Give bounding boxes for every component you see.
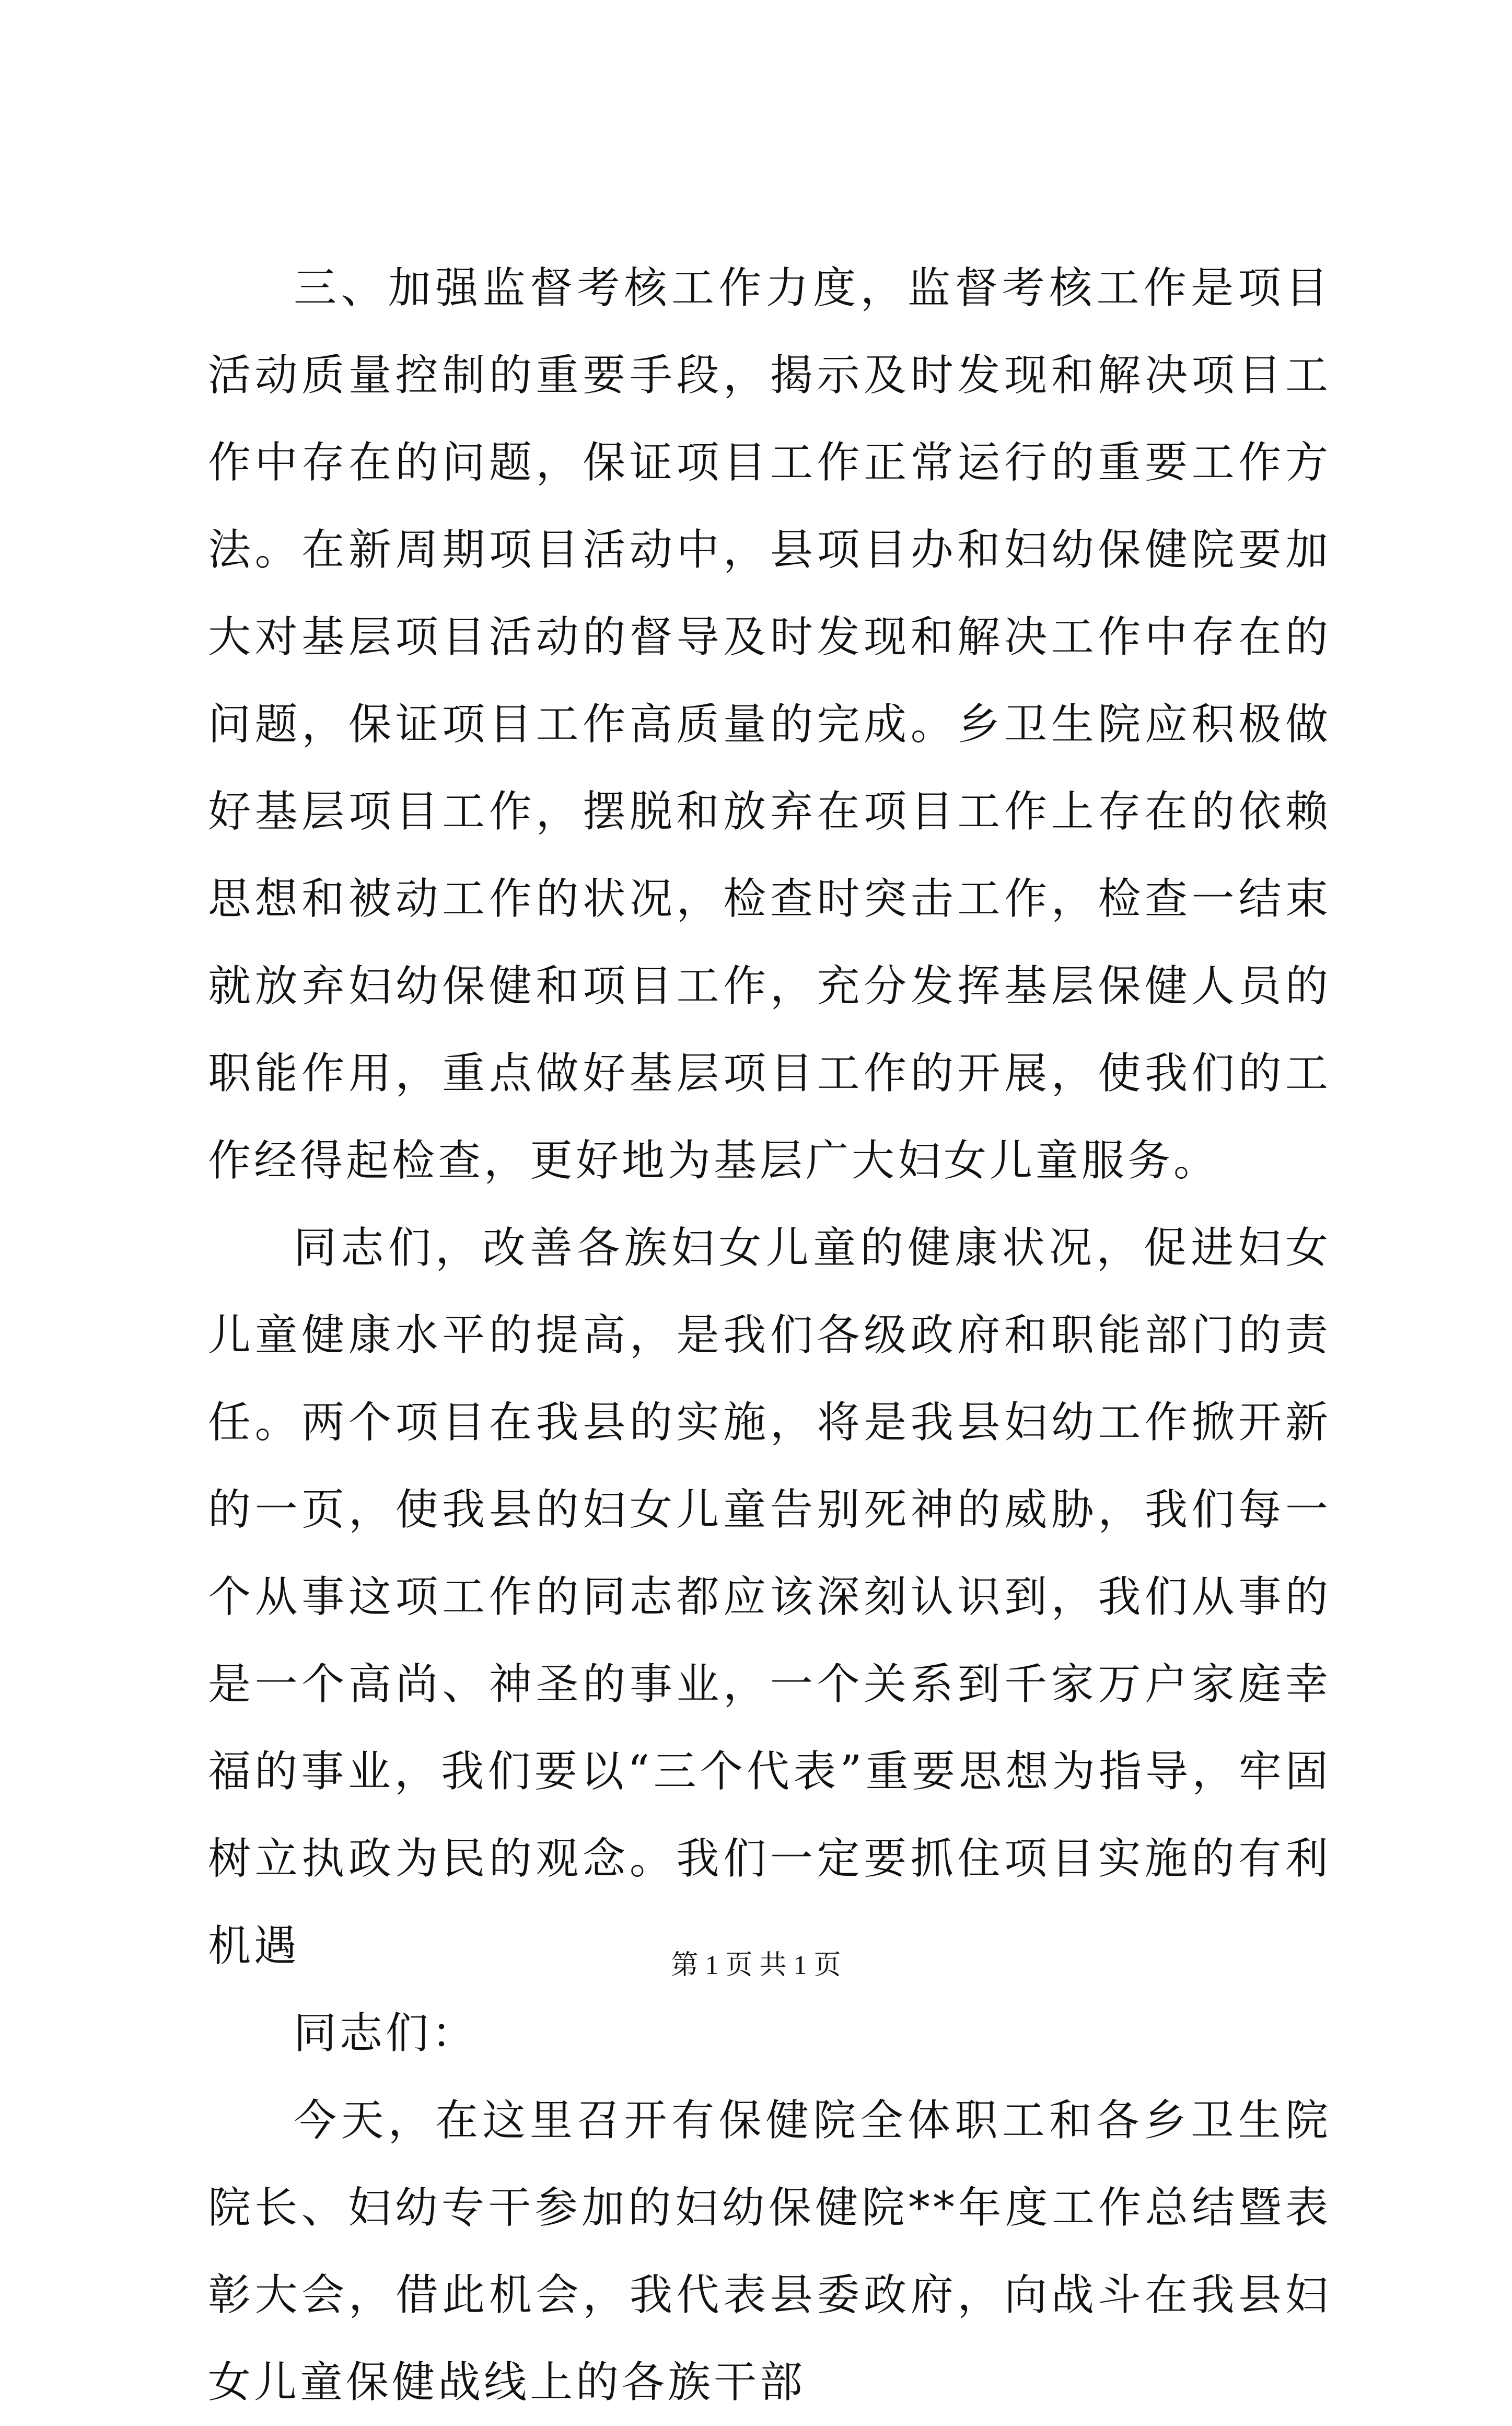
page-footer: 第 1 页 共 1 页 xyxy=(671,1951,841,1980)
paragraph-supervision: 三、加强监督考核工作力度，监督考核工作是项目活动质量控制的重要手段，揭示及时发现和解决项目工作中存在的问题，保证项目工作正常运行的重要工作方法。在新周期项目活动中，县项目办和妇幼保健院要加大对基层项目活动的督导及时发现和解决工作中存在的问题，保证项目工作高质量的完成。乡卫生院应积极做好基层项目工作，摆脱和放弃在项目工作上存在的依赖思想和被动工作的状况，检查时突击工作，检查一结束就放弃妇幼保健和项目工作，充分发挥基层保健人员的职能作用，重点做好基层项目工作的开展，使我们的工作经得起检查，更好地为基层广大妇女儿童服务。 xyxy=(208,263,1331,1186)
paragraph-meeting-opening: 今天，在这里召开有保健院全体职工和各乡卫生院院长、妇幼专干参加的妇幼保健院**年度工作总结暨表彰大会，借此机会，我代表县委政府，向战斗在我县妇女儿童保健战线上的各族干部 xyxy=(208,2096,1331,2407)
paragraph-greeting: 同志们： xyxy=(294,2009,478,2058)
document-body xyxy=(208,245,1331,2426)
paragraph-comrades-responsibility: 同志们，改善各族妇女儿童的健康状况，促进妇女儿童健康水平的提高，是我们各级政府和职能部门的责任。两个项目在我县的实施，将是我县妇幼工作掀开新的一页，使我县的妇女儿童告别死神的威胁，我们每一个从事这项工作的同志都应该深刻认识到，我们从事的是一个高尚、神圣的事业，一个关系到千家万户家庭幸福的事业，我们要以“三个代表”重要思想为指导，牢固树立执政为民的观念。我们一定要抓住项目实施的有利机遇 xyxy=(208,1223,1331,1971)
